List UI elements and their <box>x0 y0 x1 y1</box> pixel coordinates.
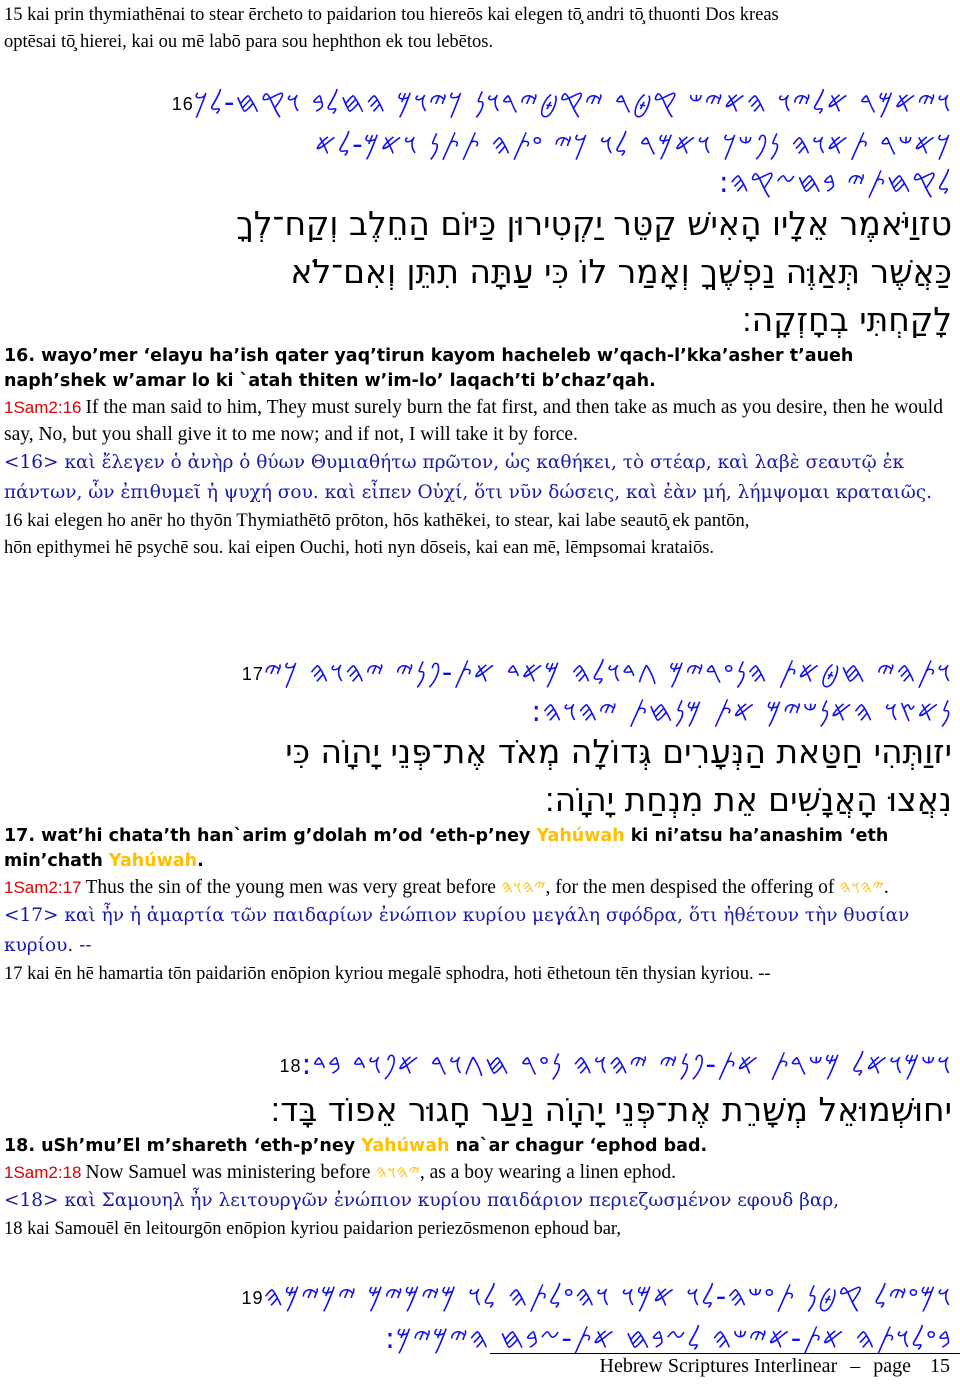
greek-line: καὶ Σαμουηλ ἦν λειτουργῶν ἐνώπιον κυρίου παιδάριον περιεζωσμένον εφουδ βαρ, <box>64 1190 840 1211</box>
greek-verse-number: <18> <box>4 1190 59 1211</box>
paleo-line <box>4 652 952 694</box>
greek-verse-number: <17> <box>4 905 59 926</box>
translit-line: 17 kai ēn hē hamartia tōn paidariōn enōpion kyriou megalē sphodra, hoti ēthetoun tēn thysian kyriou. -- <box>4 964 771 984</box>
paleo-text: 𐤅𐤉𐤀𐤌𐤓 𐤀𐤋𐤉𐤅 𐤄𐤀𐤉𐤔 𐤒𐤈𐤓 𐤉𐤒𐤈𐤉𐤓𐤅𐤍 𐤊𐤉𐤅𐤌 𐤄𐤇𐤋𐤁 𐤅𐤒𐤇-𐤋𐤊 <box>193 85 952 119</box>
phonetic-text <box>4 824 952 874</box>
greek-text <box>4 448 952 508</box>
verse-number: 18 <box>279 1056 302 1076</box>
greek-text <box>4 1186 952 1216</box>
hebrew-line: יחוּשְׁמוּאֵל מְשָׁרֵת אֶת־פְּנֵי יָהוָֹה נַעַר חָגוּר אֵפוֹד בָּד׃ <box>270 1090 952 1129</box>
translit-line: hōn epithymei hē psychē sou. kai eipen Ouchi, hoti nyn dōseis, kai ean mē, lēmpsomai krataiōs. <box>4 538 715 558</box>
verse-number: 17 <box>241 664 264 684</box>
footer-dash: – <box>850 1355 861 1377</box>
hebrew-line: כַּאֲשֶׁר תְּאַוֶּה נַפְשֶׁךָ וְאָמַר לוֹ כִּי עַתָּה תִתֵּן וְאִם־לֹא <box>290 252 952 291</box>
paleo-line: 𐤁𐤏𐤋𐤅𐤕𐤄 𐤀𐤕-𐤀𐤉𐤔𐤄 𐤋𐤆𐤁𐤇 𐤀𐤕-𐤆𐤁𐤇 𐤄𐤉𐤌𐤉𐤌: <box>385 1321 952 1355</box>
verse-15-translit <box>4 2 952 56</box>
paleo-line <box>4 82 952 124</box>
divine-name: Yahúwah <box>108 851 198 871</box>
english-text <box>4 1159 952 1186</box>
paleo-line: 𐤍𐤀𐤑𐤅 𐤄𐤀𐤍𐤔𐤉𐤌 𐤀𐤕 𐤌𐤍𐤇𐤕 𐤉𐤄𐤅𐤄: <box>531 694 952 728</box>
paleo-text: 𐤅𐤌𐤏𐤉𐤋 𐤒𐤈𐤍 𐤕𐤏𐤔𐤄-𐤋𐤅 𐤀𐤌𐤅 𐤅𐤄𐤏𐤋𐤕𐤄 𐤋𐤅 𐤌𐤉𐤌𐤉𐤌 𐤉𐤌𐤉𐤌𐤄 <box>263 1279 952 1313</box>
verse-number: 19 <box>241 1288 264 1308</box>
verse-ref: 1Sam2:16 <box>4 398 82 417</box>
english-line: If the man said to him, They must surely burn the fat first, and then take as much as you desire, then he would say, No, but you shall give it to me now; and if not, I will take it by force. <box>4 397 943 445</box>
paleo-line: 𐤋𐤒𐤇𐤕𐤉 𐤁𐤇𐤆𐤒𐤄: <box>718 165 952 199</box>
english-part: . <box>883 877 889 898</box>
paleo-line <box>4 1276 952 1318</box>
translit-line: 18 kai Samouēl ēn leitourgōn enōpion kyriou paidarion periezōsmenon ephoud bar, <box>4 1219 621 1239</box>
phonetic-text: 16. wayo’mer ‘elayu ha’ish qater yaq’tirun kayom hacheleb w’qach-l’kka’asher t’aueh naph’shek w’amar lo ki `atah thiten w’im-lo’ laqach’ti b’chaz’qah. <box>4 346 854 391</box>
hebrew-line: נִאֲצוּ הָאֲנָשִׁים אֵת מִנְחַת יָהוָֹה׃ <box>544 780 952 819</box>
translit-line: optēsai tō̧ hierei, kai ou mē labō para sou hephthon ek tou lebētos. <box>4 32 494 52</box>
verse-ref: 1Sam2:18 <box>4 1163 82 1182</box>
divine-name: Yahúwah <box>361 1136 450 1156</box>
verse-16 <box>4 82 952 562</box>
english-text <box>4 394 952 448</box>
tetragrammaton: 𐤉𐤄𐤅𐤄 <box>839 877 884 898</box>
english-part: , as a boy wearing a linen ephod. <box>419 1162 677 1183</box>
english-part: Thus the sin of the young men was very great before <box>85 877 501 898</box>
hebrew-line: לָקַחְתִּי בְחָזְקָה׃ <box>741 300 952 339</box>
phon-part: . <box>197 851 204 871</box>
verse-19 <box>4 1276 952 1358</box>
page-number: 15 <box>930 1355 950 1377</box>
translit-line: 15 kai prin thymiathēnai to stear ērcheto to paidarion tou hiereōs kai elegen tō̧ andri tō̧ thuonti Dos kreas <box>4 5 779 25</box>
hebrew-line: יזוַתְּהִי חַטַּאת הַנְּעָרִים גְּדוֹלָה מְאֹד אֶת־פְּנֵי יָהוָֹה כִּי <box>285 732 952 771</box>
greek-text <box>4 901 952 961</box>
phon-part: 17. wat’hi chata’th han`arim g’dolah m’od ‘eth-p’ney <box>4 826 537 846</box>
verse-number: 16 <box>171 94 194 114</box>
paleo-text: 𐤅𐤕𐤄𐤉 𐤇𐤈𐤀𐤕 𐤄𐤍𐤏𐤓𐤉𐤌 𐤂𐤃𐤅𐤋𐤄 𐤌𐤀𐤃 𐤀𐤕-𐤐𐤍𐤉 𐤉𐤄𐤅𐤄 𐤊𐤉 <box>263 655 952 689</box>
english-part: , for the men despised the offering of <box>545 877 840 898</box>
tetragrammaton: 𐤉𐤄𐤅𐤄 <box>375 1162 420 1183</box>
paleo-line: 𐤊𐤀𐤔𐤓 𐤕𐤀𐤅𐤄 𐤍𐤐𐤔𐤊 𐤅𐤀𐤌𐤓 𐤋𐤅 𐤊𐤉 𐤏𐤕𐤄 𐤕𐤕𐤍 𐤅𐤀𐤌-𐤋𐤀 <box>315 127 952 161</box>
footer-text <box>600 1355 950 1378</box>
greek-line: καὶ ἔλεγεν ὁ ἀνὴρ ὁ θύων Θυμιαθήτω πρῶτον, ὡς καθήκει, τὸ στέαρ, καὶ λαβὲ σεαυτῷ ἐκ πάντων, ὧν ἐπιθυμεῖ ἡ ψυχή σου. καὶ εἶπεν Οὐχί, ὅτι νῦν δώσεις, καὶ ἐὰν μή, λήμψομαι κραταιῶς. <box>4 452 933 503</box>
english-text <box>4 874 952 901</box>
phon-part: 18. uSh’mu’El m’shareth ‘eth-p’ney <box>4 1136 362 1156</box>
verse-18 <box>4 1044 952 1243</box>
verse-ref: 1Sam2:17 <box>4 878 82 897</box>
footer-page-label: page <box>873 1355 911 1377</box>
paleo-text: 𐤅𐤔𐤌𐤅𐤀𐤋 𐤌𐤔𐤓𐤕 𐤀𐤕-𐤐𐤍𐤉 𐤉𐤄𐤅𐤄 𐤍𐤏𐤓 𐤇𐤂𐤅𐤓 𐤀𐤐𐤅𐤃 𐤁𐤃: <box>301 1047 952 1081</box>
paleo-line <box>4 1044 952 1086</box>
phon-part: ki ni’atsu ha’anashim ‘eth min’chath <box>4 826 889 871</box>
english-part: Now Samuel was ministering before <box>85 1162 376 1183</box>
phon-part: na`ar chagur ‘ephod bad. <box>449 1136 708 1156</box>
divine-name: Yahúwah <box>536 826 625 846</box>
phonetic-text <box>4 1134 952 1159</box>
greek-line: καὶ ἦν ἡ ἁμαρτία τῶν παιδαρίων ἐνώπιον κυρίου μεγάλη σφόδρα, ὅτι ἠθέτουν τὴν θυσίαν κυρίου. -- <box>4 905 910 956</box>
hebrew-line: טזוַיֹּאמֶר אֵלָיו הָאִישׁ קַטֵּר יַקְטִירוּן כַּיּוֹם הַחֵלֶב וְקַח־לְךָ <box>236 204 952 243</box>
verse-17 <box>4 652 952 988</box>
translit-line: 16 kai elegen ho anēr ho thyōn Thymiathētō prōton, hōs kathēkei, to stear, kai labe seautō̧ ek pantōn, <box>4 511 750 531</box>
tetragrammaton: 𐤉𐤄𐤅𐤄 <box>500 877 546 898</box>
page-footer <box>490 1353 960 1379</box>
footer-rule <box>490 1353 960 1354</box>
greek-verse-number: <16> <box>4 452 59 473</box>
footer-title: Hebrew Scriptures Interlinear <box>599 1355 838 1377</box>
